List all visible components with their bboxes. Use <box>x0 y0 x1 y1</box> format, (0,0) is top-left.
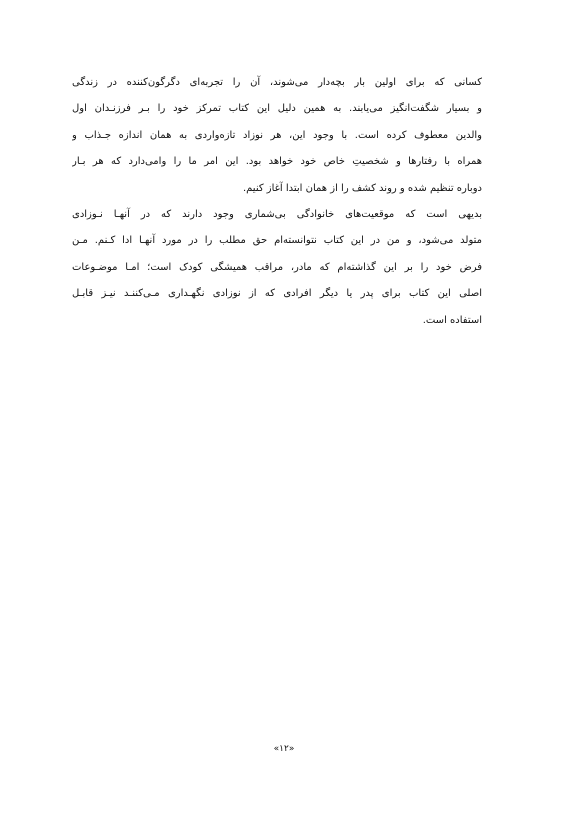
paragraph-2 <box>72 202 496 334</box>
text-line: و بسیار شگفت‌انگیز می‌یابند. به همین دلیل این کتاب تمرکز خود را بـر فرزنـدان اول <box>72 103 482 115</box>
page-number: «۱۲» <box>273 744 295 754</box>
text-line: دوباره تنظیم شده و روند کشف را از همان ابتدا آغاز کنیم. <box>242 182 482 194</box>
text-line: همراه با رفتارها و شخصیتِ خاص خود خواهد بود. این امر ما را وامی‌دارد که هر بـار <box>72 156 482 168</box>
text-line: والدین معطوف کرده است. با وجود این، هر نوزاد تازه‌واردی به همان اندازه جـذاب و <box>72 129 482 141</box>
text-line: کسانی که برای اولین بار بچه‌دار می‌شوند، آن را تجربه‌ای دگرگون‌کننده در زندگی <box>72 77 482 88</box>
body-text <box>72 70 496 334</box>
text-line: فرض خود را بر این گذاشته‌ام که مادر، مراقب همیشگی کودک است؛ امـا موضـوعات <box>72 261 482 273</box>
paragraph-1 <box>72 70 496 202</box>
text-line: استفاده است. <box>422 314 482 326</box>
text-line: متولد می‌شود، و من در این کتاب نتوانسته‌ام حق مطلب را در مورد آنهـا ادا کـنم. مـن <box>72 235 482 247</box>
text-line: بدیهی است که موقعیت‌های خانوادگی بی‌شماری وجود دارند که در آنهـا نـوزادی <box>72 209 482 221</box>
text-line: اصلی این کتاب برای پدر یا دیگر افرادی که از نوزادی نگهـداری مـی‌کننـد نیـز قابـل <box>72 288 482 300</box>
